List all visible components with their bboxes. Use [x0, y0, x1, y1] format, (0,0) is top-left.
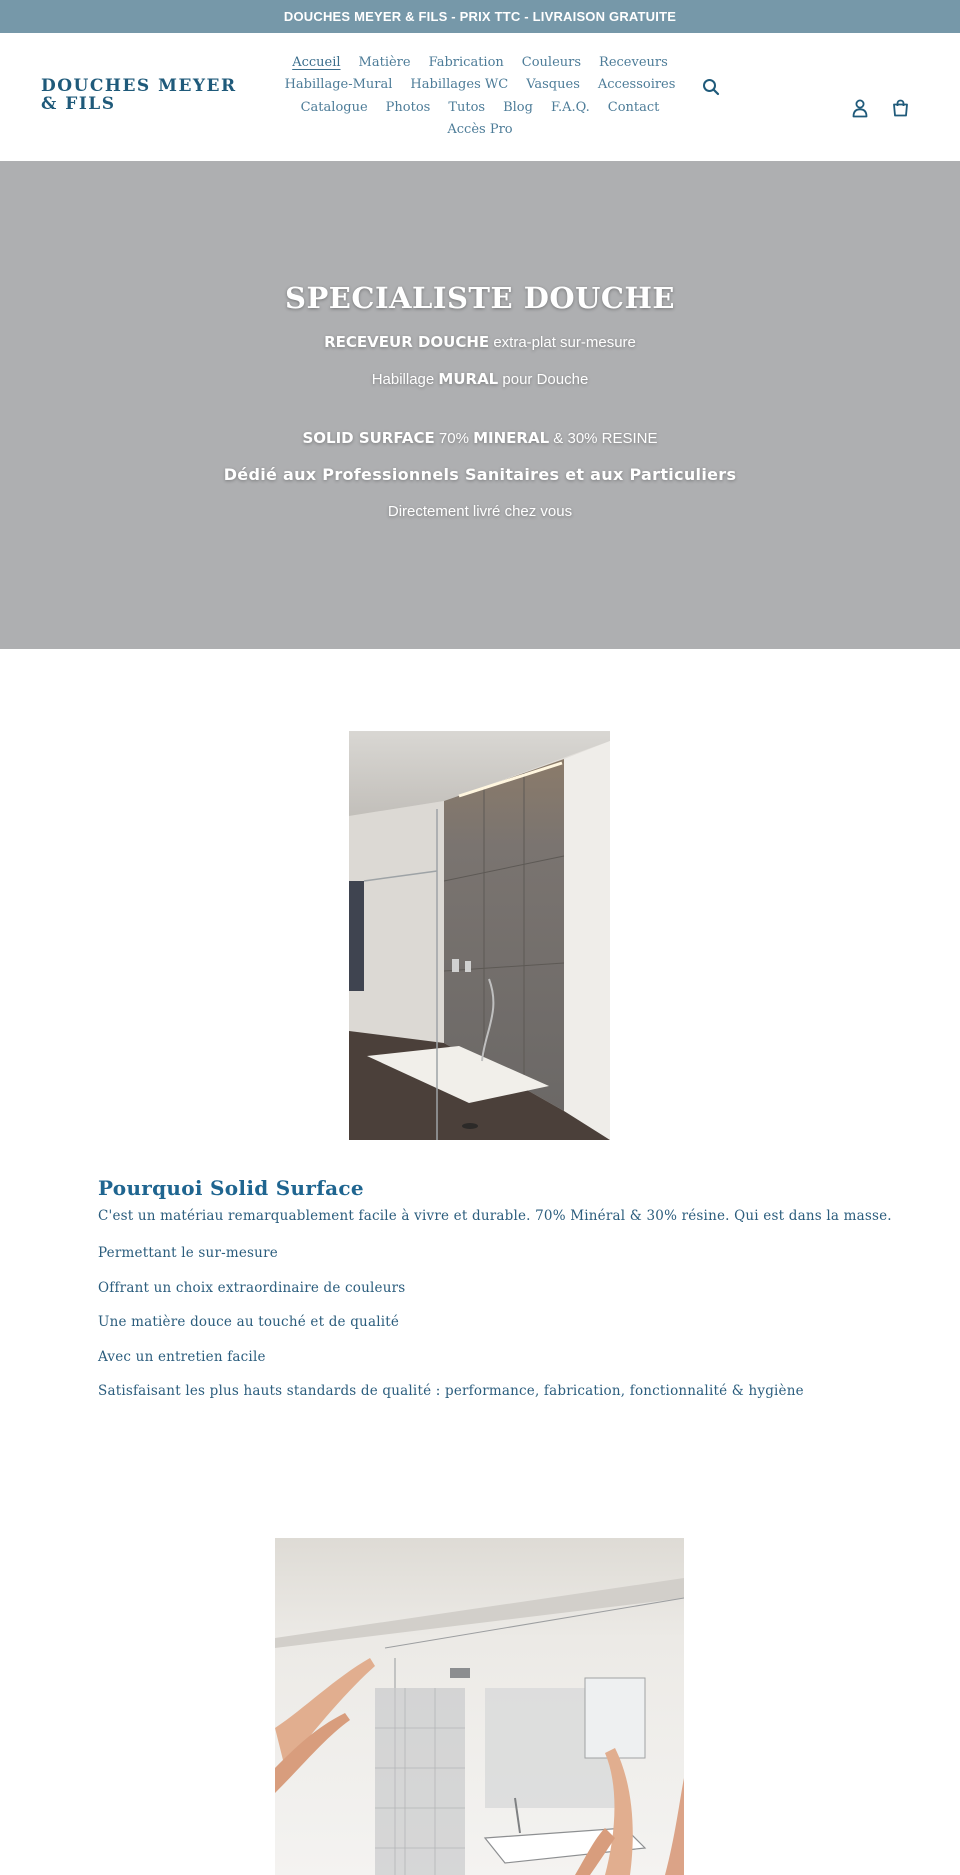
hero-line-receveur — [0, 333, 960, 351]
main-nav — [280, 51, 680, 141]
nav-row — [280, 119, 680, 142]
announcement-text: DOUCHES MEYER & FILS - PRIX TTC - LIVRAISON GRATUITE — [283, 9, 677, 24]
nav-item-vasques[interactable]: Vasques — [526, 77, 580, 93]
feature-item: Avec un entretien facile — [98, 1348, 266, 1365]
nav-item-faq[interactable]: F.A.Q. — [550, 99, 590, 115]
hero-line-dedie: Dédié aux Professionnels Sanitaires et aux Particuliers — [223, 465, 737, 484]
bathroom-sketch-image — [275, 1538, 684, 1875]
nav-item-catalogue[interactable]: Catalogue — [300, 99, 368, 115]
nav-item-contact[interactable]: Contact — [607, 99, 660, 115]
nav-item-receveurs[interactable]: Receveurs — [599, 54, 668, 70]
solid-surface-section — [98, 1176, 898, 1418]
hero-solid-post: & 30% RESINE — [549, 430, 658, 447]
nav-row — [280, 74, 680, 97]
nav-item-photos[interactable]: Photos — [385, 99, 431, 115]
nav-item-blog[interactable]: Blog — [503, 99, 533, 115]
shower-image — [349, 731, 610, 1140]
nav-item-habillage-mural[interactable]: Habillage-Mural — [284, 77, 393, 93]
hero-line-mural — [0, 370, 960, 388]
nav-row — [280, 51, 680, 74]
nav-item-acces-pro[interactable]: Accès Pro — [447, 122, 513, 138]
hero-receveur-rest: extra-plat sur-mesure — [489, 334, 636, 351]
feature-item: Une matière douce au touché et de qualité — [98, 1314, 400, 1330]
hero-mural-bold: MURAL — [438, 370, 499, 388]
site-logo[interactable]: DOUCHES MEYER & FILS — [41, 76, 237, 114]
nav-item-habillages-wc[interactable]: Habillages WC — [410, 77, 509, 93]
hero-mural-post: pour Douche — [498, 371, 589, 388]
section-intro: C'est un matériau remarquablement facile à vivre et durable. 70% Minéral & 30% résine. Qui est dans la masse. — [98, 1208, 892, 1224]
account-icon[interactable] — [848, 96, 872, 120]
nav-item-tutos[interactable]: Tutos — [448, 99, 486, 115]
hero-solid-mid: 70% — [434, 430, 474, 447]
nav-item-couleurs[interactable]: Couleurs — [521, 54, 582, 70]
nav-item-fabrication[interactable]: Fabrication — [428, 54, 504, 70]
feature-item: Satisfaisant les plus hauts standards de qualité : performance, fabrication, fonctionnalité & hygiène — [98, 1383, 804, 1399]
feature-item: Offrant un choix extraordinaire de couleurs — [98, 1279, 406, 1296]
site-header — [0, 33, 960, 161]
hero-receveur-bold: RECEVEUR DOUCHE — [324, 333, 490, 351]
hero-solid-bold: SOLID SURFACE — [302, 429, 435, 447]
nav-item-matiere[interactable]: Matière — [358, 54, 411, 70]
hero-line-solid-surface — [0, 429, 960, 447]
feature-item: Permettant le sur-mesure — [98, 1245, 278, 1261]
announcement-bar — [0, 0, 960, 33]
nav-row — [280, 96, 680, 119]
search-icon[interactable] — [699, 75, 723, 99]
section-heading: Pourquoi Solid Surface — [98, 1176, 364, 1200]
nav-item-accueil[interactable]: Accueil — [292, 54, 341, 70]
hero-mural-pre: Habillage — [371, 371, 439, 388]
hero-mineral-bold: MINERAL — [473, 429, 550, 447]
hero-line-livre: Directement livré chez vous — [387, 503, 573, 520]
hero-title: SPECIALISTE DOUCHE — [285, 281, 675, 315]
nav-item-accessoires[interactable]: Accessoires — [597, 77, 676, 93]
hero-banner — [0, 161, 960, 649]
cart-icon[interactable] — [888, 96, 912, 120]
